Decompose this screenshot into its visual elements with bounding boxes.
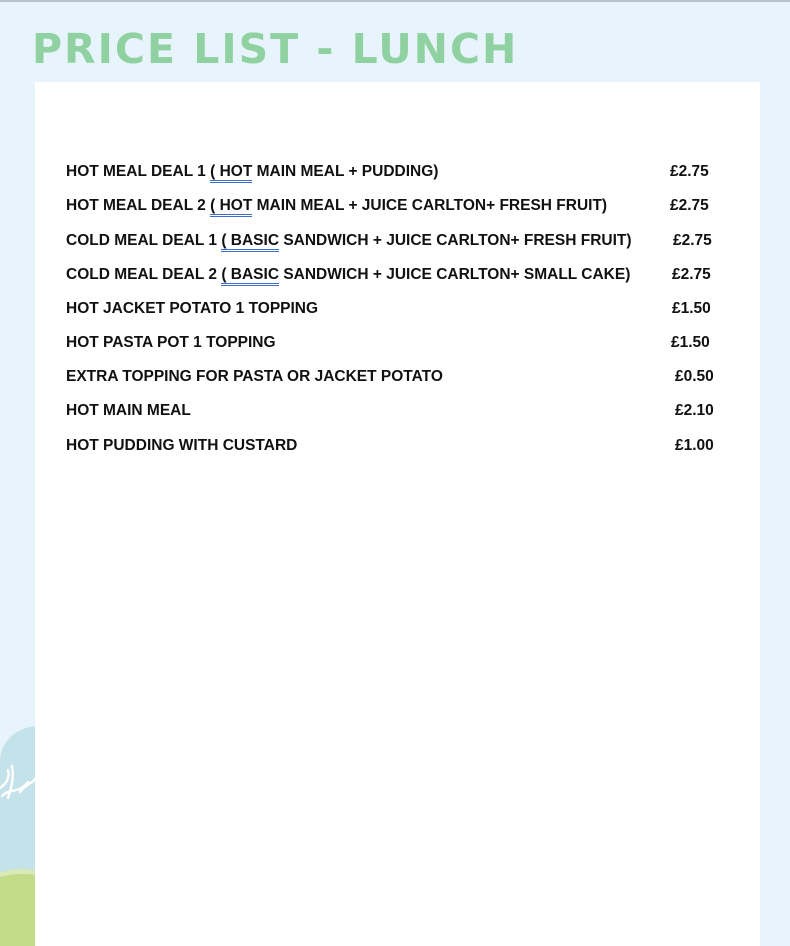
item-name: EXTRA TOPPING FOR PASTA OR JACKET POTATO — [66, 368, 443, 385]
item-price: £2.75 — [673, 232, 712, 249]
item-name: HOT PUDDING WITH CUSTARD — [66, 437, 298, 454]
list-item — [66, 162, 756, 182]
item-name: HOT MEAL DEAL 2 ( HOT MAIN MEAL + JUICE CARLTON+ FRESH FRUIT) — [66, 196, 607, 216]
item-name: COLD MEAL DEAL 2 ( BASIC SANDWICH + JUICE CARLTON+ SMALL CAKE) — [66, 265, 630, 285]
spellcheck-underline: ( BASIC — [221, 232, 279, 252]
spellcheck-underline: ( HOT — [210, 163, 252, 183]
document-page — [35, 82, 760, 946]
item-price: £1.50 — [671, 334, 710, 351]
decorative-leaf-graphic — [0, 726, 40, 946]
spellcheck-underline: ( HOT — [210, 197, 252, 217]
list-item — [66, 231, 756, 251]
item-name: COLD MEAL DEAL 1 ( BASIC SANDWICH + JUICE CARLTON+ FRESH FRUIT) — [66, 231, 632, 251]
list-item — [66, 367, 756, 387]
item-name: HOT PASTA POT 1 TOPPING — [66, 334, 276, 351]
item-price: £0.50 — [675, 368, 714, 385]
list-item — [66, 299, 756, 319]
list-item — [66, 265, 756, 285]
spellcheck-underline: ( BASIC — [221, 266, 279, 286]
item-price: £2.75 — [672, 266, 711, 283]
item-price: £2.10 — [675, 402, 714, 419]
item-name: HOT MEAL DEAL 1 ( HOT MAIN MEAL + PUDDING) — [66, 162, 438, 182]
list-item — [66, 333, 756, 353]
list-item — [66, 196, 756, 216]
top-border — [0, 0, 790, 2]
item-name: HOT MAIN MEAL — [66, 402, 191, 419]
item-price: £1.50 — [672, 300, 711, 317]
item-name: HOT JACKET POTATO 1 TOPPING — [66, 300, 319, 317]
page-title: PRICE LIST - LUNCH — [32, 25, 519, 73]
item-price: £2.75 — [670, 163, 709, 180]
list-item — [66, 401, 756, 421]
item-price: £2.75 — [670, 197, 709, 214]
list-item — [66, 436, 756, 456]
item-price: £1.00 — [675, 437, 714, 454]
